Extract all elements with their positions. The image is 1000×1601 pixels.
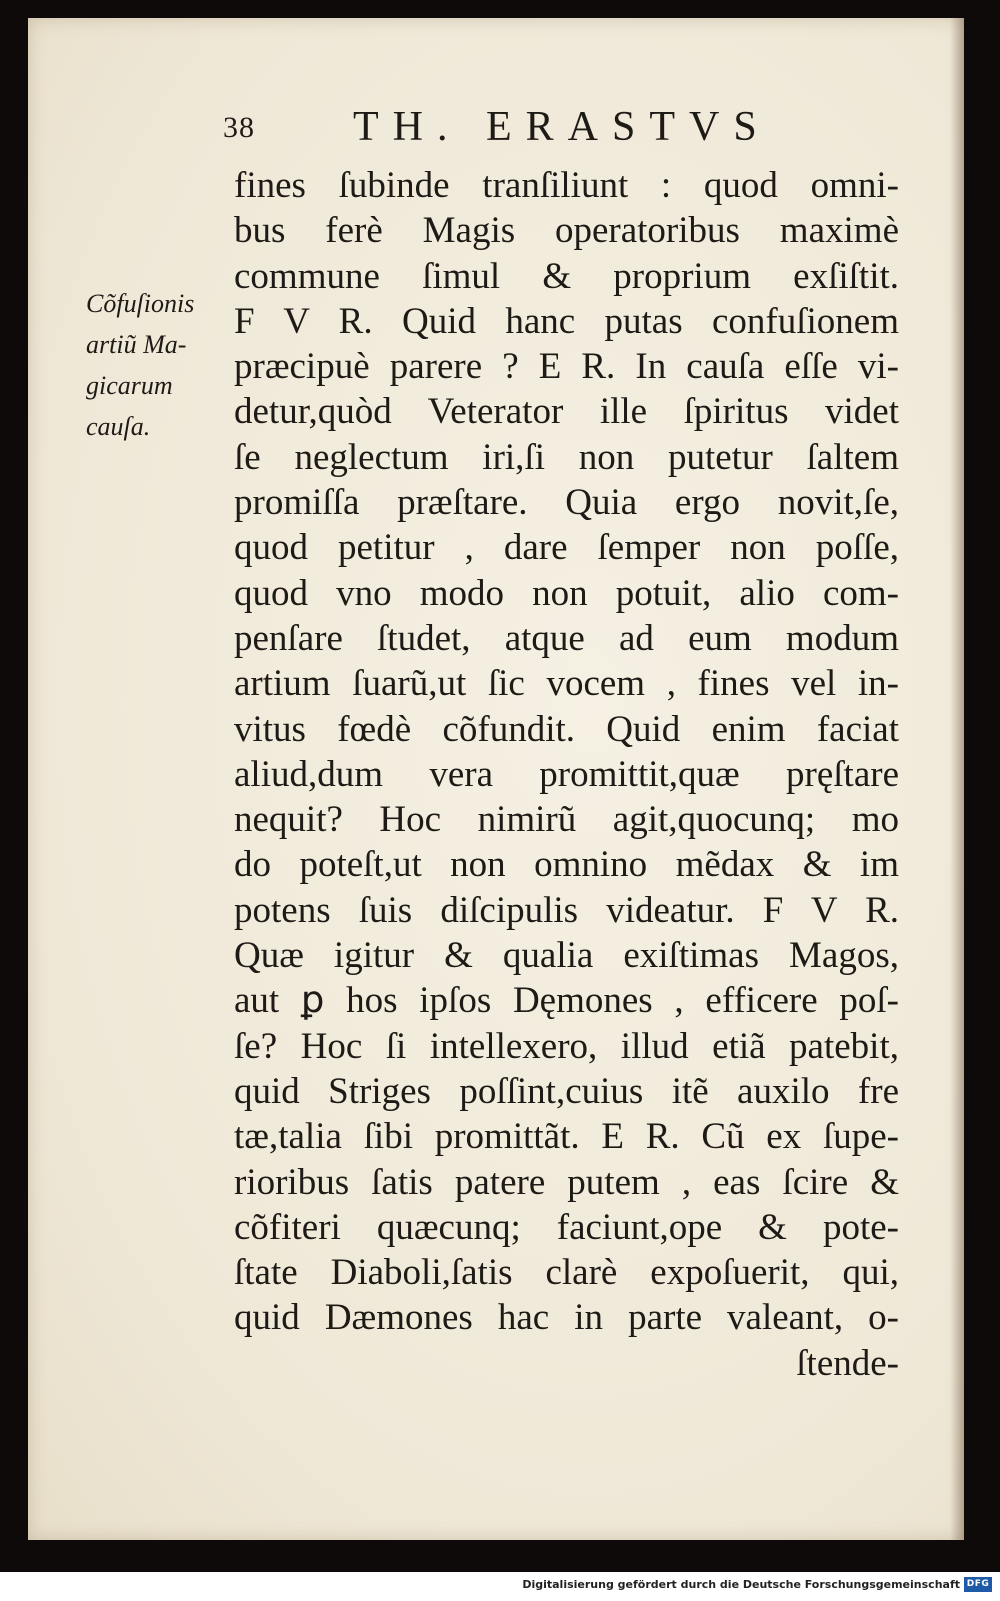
page-number: 38 — [223, 111, 255, 144]
text-line: aliud,dum vera promittit,quæ pręſtare — [234, 753, 899, 795]
text-line: ſe neglectum iri,ſi non putetur ſaltem — [234, 436, 899, 478]
text-line: rioribus ſatis patere putem , eas ſcire & — [234, 1161, 899, 1203]
text-line: detur,quòd Veterator ille ſpiritus videt — [234, 391, 899, 433]
running-title: TH. ERASTVS — [353, 104, 771, 150]
page-edge-shadow — [950, 18, 964, 1540]
text-line: quid Striges poſſint,cuius itẽ auxilo fre — [234, 1070, 899, 1112]
text-line: F V R. Quid hanc putas confuſionem — [234, 300, 899, 342]
text-line: aut ꝑ hos ipſos Dęmones , efficere poſ- — [234, 980, 899, 1022]
funding-credit: Digitalisierung gefördert durch die Deutsche Forschungsgemeinschaft — [522, 1578, 960, 1591]
text-line: quid Dæmones hac in parte valeant, o- — [234, 1297, 899, 1339]
text-line: promiſſa præſtare. Quia ergo novit,ſe, — [234, 482, 899, 524]
running-head — [223, 103, 783, 153]
text-line: do poteſt,ut non omnino mẽdax & im — [234, 844, 899, 886]
text-line: commune ſimul & proprium exſiſtit. — [234, 255, 899, 297]
dfg-logo: DFG — [964, 1577, 992, 1592]
text-line: bus ferè Magis operatoribus maximè — [234, 210, 899, 252]
text-line: ſe? Hoc ſi intellexero, illud etiã patebit, — [234, 1025, 899, 1067]
text-line: vitus fœdè cõfundit. Quid enim faciat — [234, 708, 899, 750]
marginal-note-line: gicarum — [86, 371, 173, 400]
text-line: Quæ igitur & qualia exiſtimas Magos, — [234, 935, 899, 977]
text-line: tæ,talia ſibi promittãt. E R. Cũ ex ſupe- — [234, 1116, 899, 1158]
marginal-note-line: artiũ Ma- — [86, 330, 187, 359]
text-line: præcipuè parere ? E R. In cauſa eſſe vi- — [234, 346, 899, 388]
text-line: potens ſuis diſcipulis videatur. F V R. — [234, 889, 899, 931]
text-line: penſare ſtudet, atque ad eum modum — [234, 617, 899, 659]
marginal-note-line: Cõfuſionis — [86, 289, 195, 318]
text-line: quod petitur , dare ſemper non poſſe, — [234, 527, 899, 569]
book-page — [28, 18, 964, 1540]
text-line: fines ſubinde tranſiliunt : quod omni- — [234, 165, 899, 206]
text-line: cõfiteri quæcunq; faciunt,ope & pote- — [234, 1206, 899, 1248]
marginal-note — [86, 283, 226, 447]
text-line: quod vno modo non potuit, alio com- — [234, 572, 899, 614]
footer-bar — [0, 1572, 1000, 1601]
marginal-note-line: cauſa. — [86, 412, 151, 441]
text-line: ſtate Diaboli,ſatis clarè expoſuerit, qui, — [234, 1252, 899, 1294]
body-text — [234, 163, 899, 1386]
text-line: nequit? Hoc nimirũ agit,quocunq; mo — [234, 799, 899, 841]
text-line: artium ſuarũ,ut ſic vocem , fines vel in- — [234, 663, 899, 705]
catchword: ſtende- — [796, 1342, 899, 1384]
